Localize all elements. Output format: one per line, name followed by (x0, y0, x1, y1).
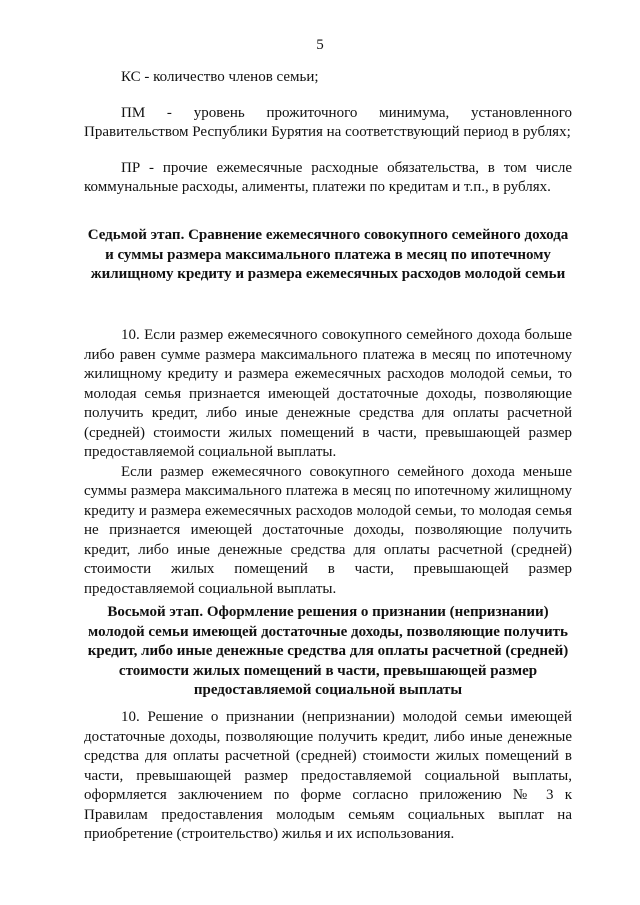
definition-pm: ПМ - уровень прожиточного минимума, установленного Правительством Республики Бурятия на соответствующий период в рублях; (84, 104, 572, 140)
stage8-body (84, 708, 572, 845)
stage7-heading: Седьмой этап. Сравнение ежемесячного совокупного семейного дохода и суммы размера максимального платежа в месяц по ипотечному жилищному кредиту и размера ежемесячных расходов молодой семьи (87, 227, 569, 282)
page-number: 5 (316, 37, 324, 53)
definition-ks: КС - количество членов семьи; (121, 69, 319, 85)
stage7-paragraph-2: Если размер ежемесячного совокупного семейного дохода меньше суммы размера максимального платежа в месяц по ипотечному жилищному кредиту и размера ежемесячных расходов молодой семьи, то молодая семья не признается имеющей достаточные доходы, позволяющие получить кредит, либо иные денежные средства для оплаты расчетной (средней) стоимости жилых помещений в части, превышающей размер предоставляемой социальной выплаты. (84, 463, 572, 597)
stage8-heading: Восьмой этап. Оформление решения о признании (непризнании) молодой семьи имеющей достаточные доходы, позволяющие получить кредит, либо иные денежные средства для оплаты расчетной (средней) стоимости жилых помещений в части, превышающей размер предоставляемой социальной выплаты (87, 604, 569, 698)
definitions-block (84, 68, 572, 198)
stage8-paragraph-1: 10. Решение о признании (непризнании) молодой семьи имеющей достаточные доходы, позволяющие получить кредит, либо иные денежные средства для оплаты расчетной (средней) стоимости жилых помещений в части, превышающей размер предоставляемой социальной выплаты, оформляется заключением по форме согласно приложению № 3 к Правилам предоставления молодым семьям социальных выплат на приобретение (строительство) жилья и их использования. (84, 709, 572, 842)
stage7-paragraph-1: 10. Если размер ежемесячного совокупного семейного дохода больше либо равен сумме размера максимального платежа в месяц по ипотечному жилищному кредиту и размера ежемесячных расходов молодой семьи, то молодая семья признается имеющей достаточные доходы, позволяющие получить кредит, либо иные денежные средства для оплаты расчетной (средней) стоимости жилых помещений в части, превышающей размер предоставляемой социальной выплаты. (84, 327, 572, 460)
stage7-body (84, 326, 572, 599)
definition-pr: ПР - прочие ежемесячные расходные обязательства, в том числе коммунальные расходы, алименты, платежи по кредитам и т.п., в рублях. (84, 159, 572, 195)
